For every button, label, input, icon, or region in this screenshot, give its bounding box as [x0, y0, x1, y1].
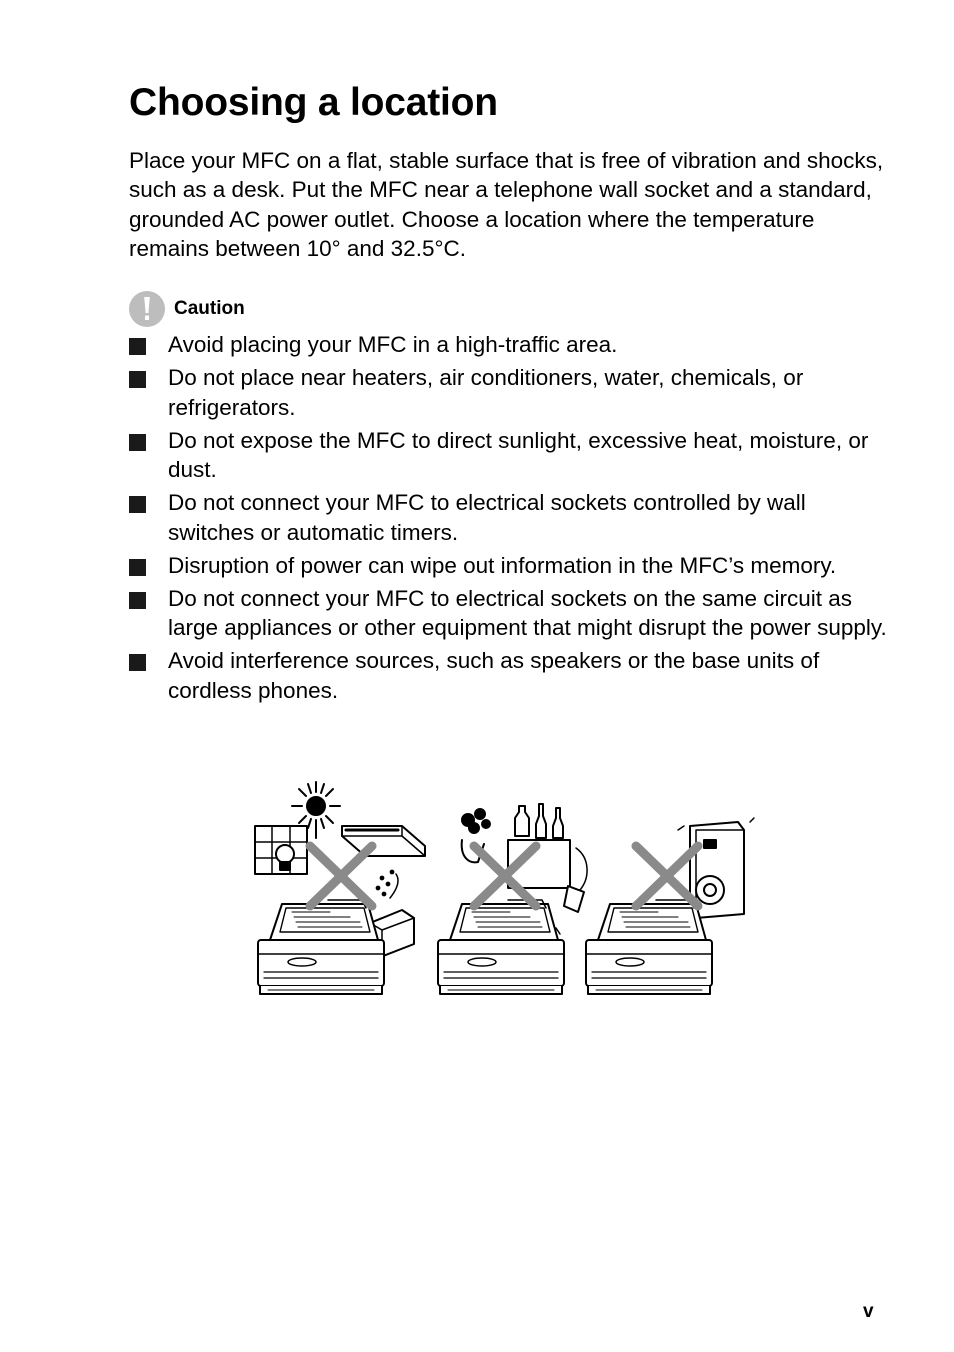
cross-mark-icon — [310, 846, 372, 906]
list-item — [129, 488, 889, 547]
placement-illustration — [250, 778, 760, 1000]
caution-label: Caution — [174, 298, 245, 319]
bullet-square-icon — [129, 434, 146, 451]
caution-list — [129, 330, 889, 709]
list-item — [129, 363, 889, 422]
bullet-square-icon — [129, 338, 146, 355]
bullet-square-icon — [129, 592, 146, 609]
heater-icon — [255, 826, 307, 874]
bullet-square-icon — [129, 496, 146, 513]
exclamation-icon — [129, 291, 165, 327]
caution-header — [129, 290, 245, 328]
mfc-machine-icon — [586, 900, 712, 994]
list-item-text: Do not connect your MFC to electrical sockets on the same circuit as large appliances or other equipment that might disrupt the power supply. — [168, 585, 887, 640]
list-item-text: Do not place near heaters, air conditioners, water, chemicals, or refrigerators. — [168, 365, 804, 420]
page-number: v — [863, 1301, 874, 1322]
list-item — [129, 426, 889, 485]
air-conditioner-icon — [342, 826, 425, 856]
list-item-text: Do not connect your MFC to electrical sockets controlled by wall switches or automatic timers. — [168, 490, 806, 545]
mfc-machine-icon — [258, 900, 384, 994]
cross-mark-icon — [636, 846, 698, 906]
list-item — [129, 330, 889, 360]
page-title: Choosing a location — [129, 81, 498, 124]
bullet-square-icon — [129, 559, 146, 576]
bullet-square-icon — [129, 371, 146, 388]
bullet-square-icon — [129, 654, 146, 671]
list-item-text: Avoid placing your MFC in a high-traffic area. — [168, 332, 618, 357]
list-item — [129, 551, 889, 581]
list-item — [129, 584, 889, 643]
intro-paragraph: Place your MFC on a flat, stable surface that is free of vibration and shocks, such as a desk. Put the MFC near a telephone wall socket and a standard, grounded AC power outlet. Choose a location where the temperature remains between 10° and 32.5°C. — [129, 148, 884, 261]
list-item-text: Disruption of power can wipe out information in the MFC’s memory. — [168, 552, 837, 578]
list-item-text: Avoid interference sources, such as speakers or the base units of cordless phones. — [168, 648, 820, 703]
list-item — [129, 646, 889, 705]
list-item-text: Do not expose the MFC to direct sunlight, excessive heat, moisture, or dust. — [168, 427, 869, 482]
mfc-machine-icon — [438, 900, 564, 994]
